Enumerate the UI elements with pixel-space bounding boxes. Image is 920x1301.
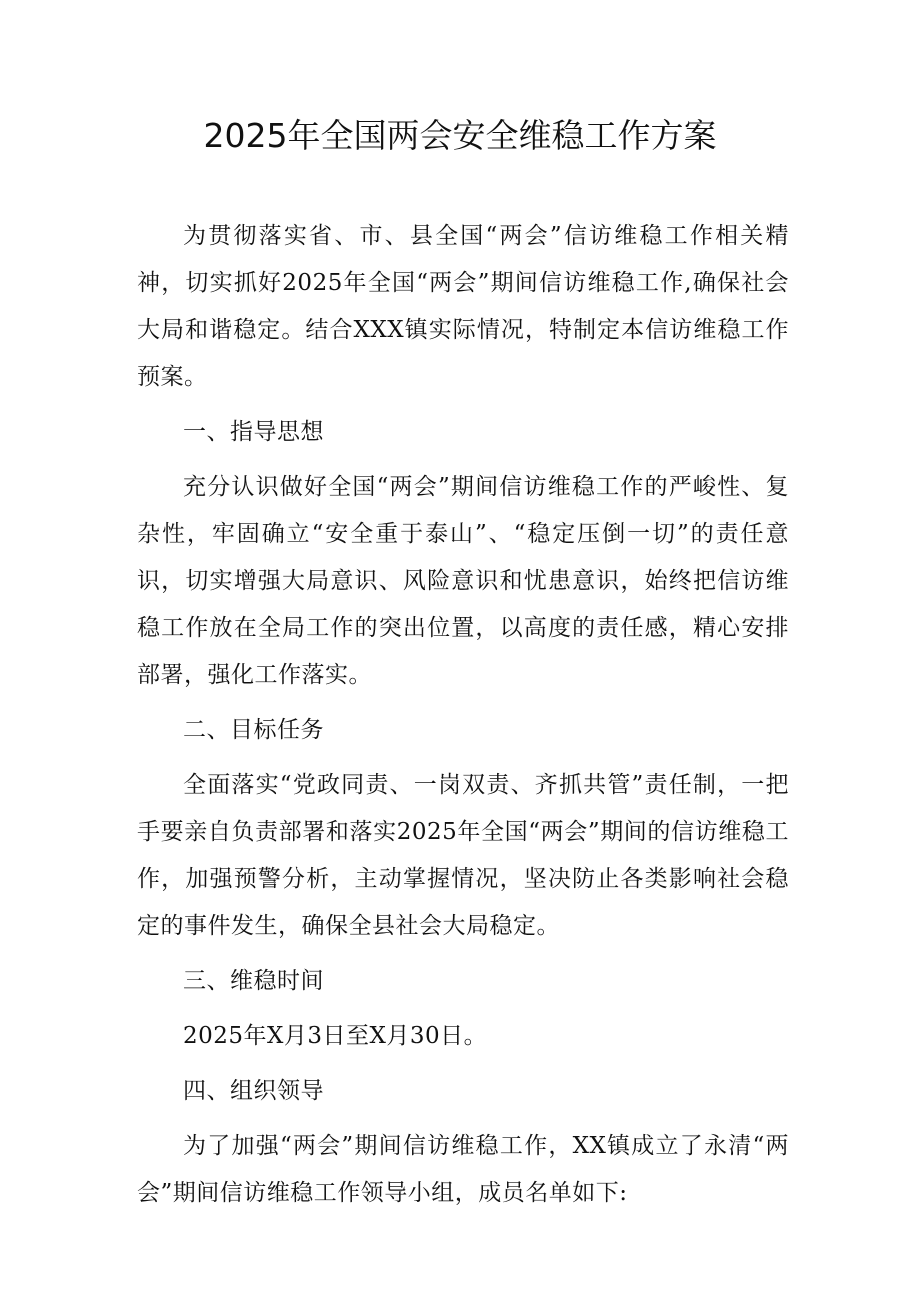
- document-body: [137, 213, 789, 1217]
- document-title: 2025年全国两会安全维稳工作方案: [203, 116, 717, 155]
- section-heading-organization: 四、组织领导: [183, 1078, 324, 1104]
- goals-paragraph: 全面落实“党政同责、一岗双责、齐抓共管”责任制，一把手要亲自负责部署和落实2025年全国“两会”期间的信访维稳工作，加强预警分析，主动掌握情况，坚决防止各类影响社会稳定的事件发生，确保全县社会大局稳定。: [137, 772, 789, 939]
- section-heading-guiding-ideology: 一、指导思想: [183, 419, 324, 445]
- organization-paragraph: 为了加强“两会”期间信访维稳工作，XX镇成立了永清“两会”期间信访维稳工作领导小组，成员名单如下:: [137, 1133, 789, 1206]
- guiding-ideology-paragraph: 充分认识做好全国“两会”期间信访维稳工作的严峻性、复杂性，牢固确立“安全重于泰山”、“稳定压倒一切”的责任意识，切实增强大局意识、风险意识和忧患意识，始终把信访维稳工作放在全局工作的突出位置，以高度的责任感，精心安排部署，强化工作落实。: [137, 474, 789, 688]
- section-heading-goals: 二、目标任务: [183, 717, 324, 743]
- period-paragraph: 2025年X月3日至X月30日。: [183, 1023, 488, 1049]
- intro-paragraph: 为贯彻落实省、市、县全国“两会”信访维稳工作相关精神，切实抓好2025年全国“两会”期间信访维稳工作,确保社会大局和谐稳定。结合XXX镇实际情况，特制定本信访维稳工作预案。: [137, 223, 789, 390]
- section-heading-period: 三、维稳时间: [183, 968, 324, 994]
